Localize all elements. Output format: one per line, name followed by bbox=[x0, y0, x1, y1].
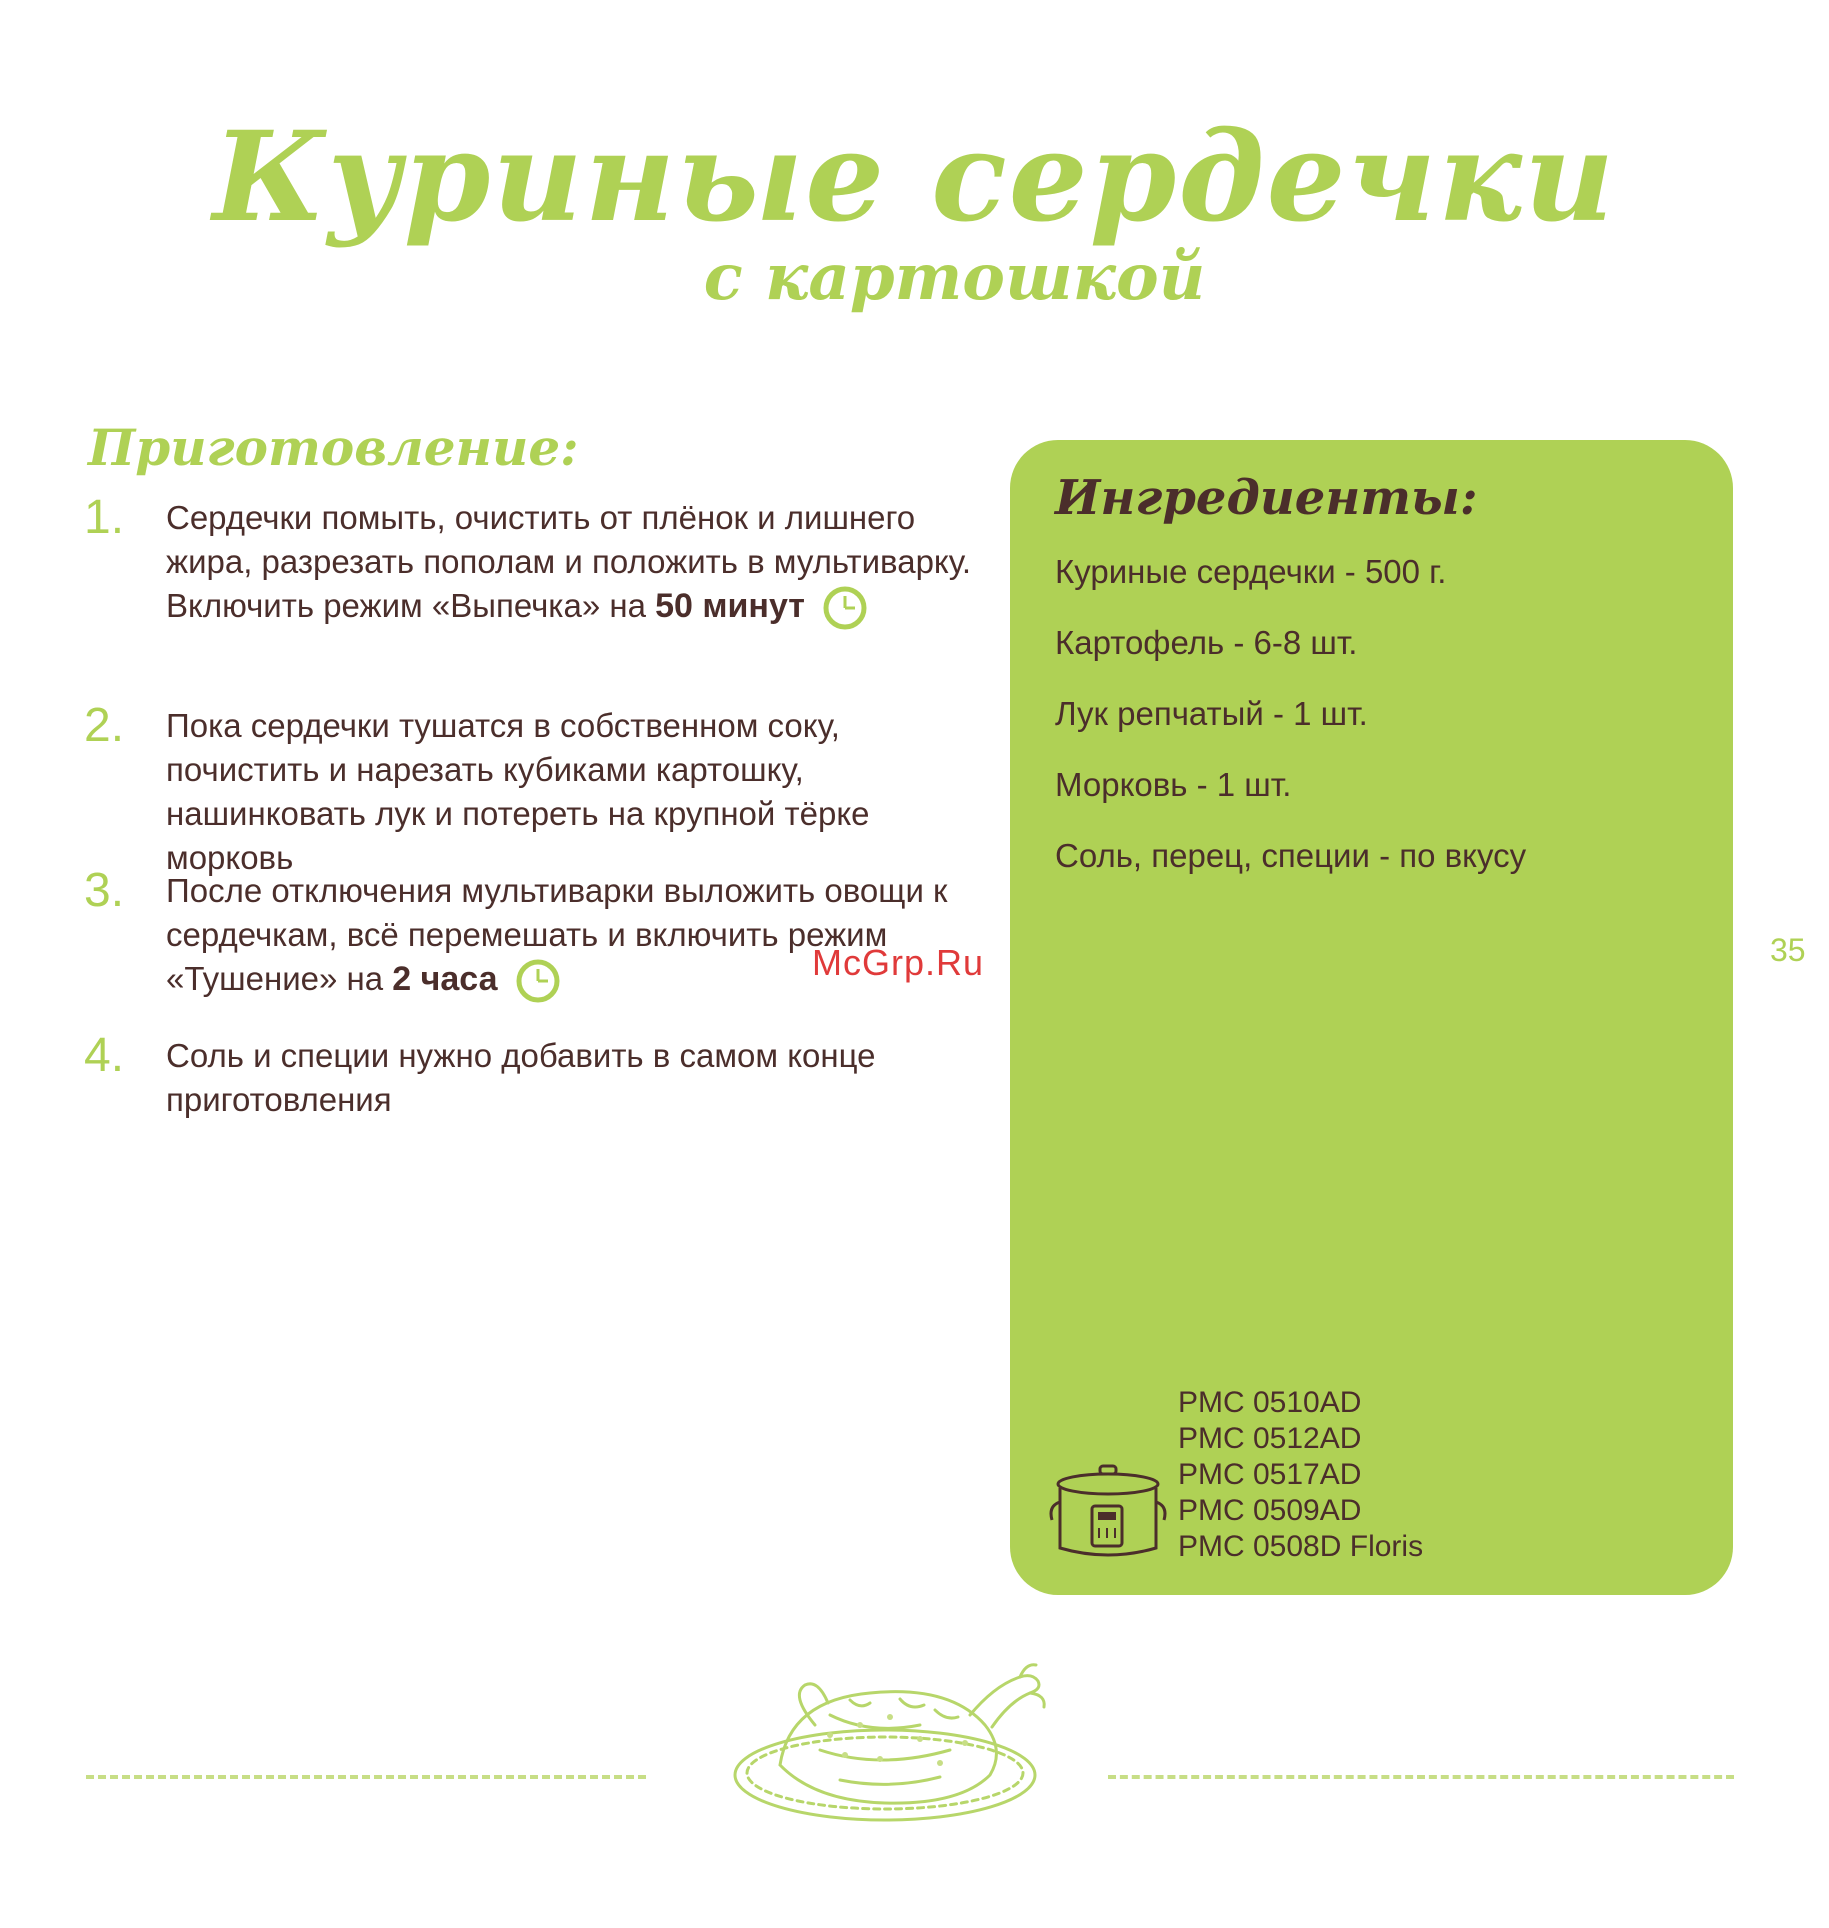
recipe-subtitle: с картошкой bbox=[703, 240, 1206, 315]
ingredients-heading: Ингредиенты: bbox=[1055, 470, 1478, 526]
model-name: PMC 0510AD bbox=[1178, 1386, 1362, 1419]
roast-chicken-illustration bbox=[720, 1655, 1060, 1835]
model-name: PMC 0508D Floris bbox=[1178, 1530, 1424, 1563]
ingredient-item: Куриные сердечки - 500 г. bbox=[1055, 553, 1447, 590]
step-text: Сердечки помыть, очистить от плёнок и лишнего жира, разрезать пополам и положить в мультиварку. Включить режим «Выпечка» на 50 минут bbox=[166, 496, 986, 631]
step-number: 3. bbox=[84, 864, 125, 917]
model-name: PMC 0509AD bbox=[1178, 1494, 1362, 1527]
step-text: Соль и специи нужно добавить в самом конце приготовления bbox=[166, 1037, 876, 1118]
watermark: McGrp.Ru bbox=[812, 942, 985, 983]
step-number: 4. bbox=[84, 1029, 125, 1082]
ingredient-item: Лук репчатый - 1 шт. bbox=[1055, 695, 1368, 732]
step-duration: 2 часа bbox=[392, 960, 498, 998]
step-text: После отключения мультиварки выложить овощи к сердечкам, всё перемешать и включить режим «Тушение» на 2 часа bbox=[166, 869, 986, 1004]
preparation-heading: Приготовление: bbox=[88, 418, 579, 477]
ingredient-item: Соль, перец, специи - по вкусу bbox=[1055, 837, 1527, 874]
step-duration: 50 минут bbox=[655, 587, 805, 625]
dashed-divider-right bbox=[1108, 1775, 1734, 1779]
step-text: Пока сердечки тушатся в собственном соку, почистить и нарезать кубиками картошку, нашинковать лук и потереть на крупной тёрке морковь bbox=[166, 707, 870, 876]
dashed-divider-left bbox=[86, 1775, 646, 1779]
clock-icon bbox=[515, 958, 561, 1004]
step-number: 1. bbox=[84, 491, 125, 544]
multicooker-icon bbox=[1046, 1462, 1171, 1562]
ingredient-item: Картофель - 6-8 шт. bbox=[1055, 624, 1358, 661]
page-number: 35 bbox=[1770, 932, 1806, 968]
compatible-models bbox=[1178, 1385, 1678, 1565]
model-name: PMC 0517AD bbox=[1178, 1458, 1362, 1491]
ingredient-item: Морковь - 1 шт. bbox=[1055, 766, 1292, 803]
ingredients-panel bbox=[1010, 440, 1733, 1595]
model-name: PMC 0512AD bbox=[1178, 1422, 1362, 1455]
clock-icon bbox=[822, 585, 868, 631]
step-number: 2. bbox=[84, 699, 125, 752]
recipe-title: Куриные сердечки bbox=[212, 105, 1617, 250]
